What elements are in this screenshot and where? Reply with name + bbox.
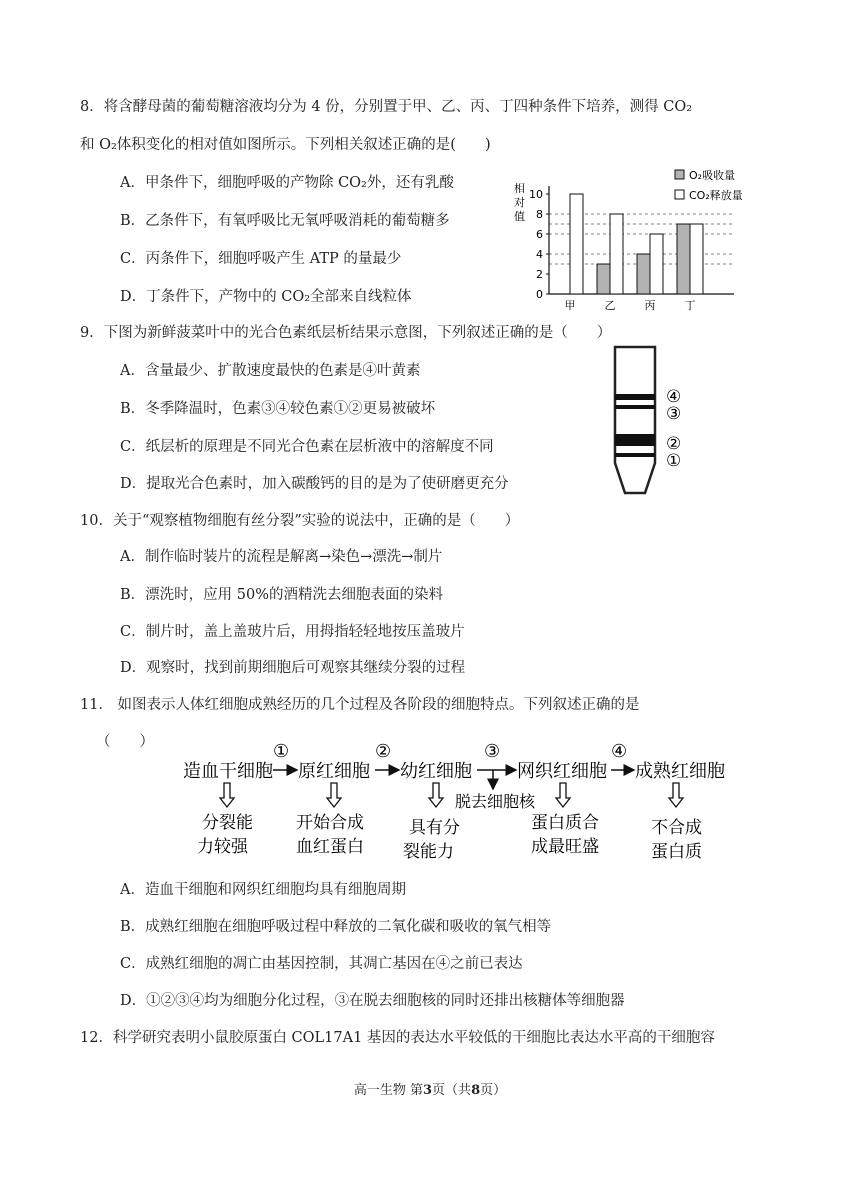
pigment-band-1 <box>615 453 655 457</box>
page-footer <box>0 1079 860 1098</box>
legend-swatch <box>675 190 684 199</box>
down-arrow-3 <box>429 783 443 807</box>
q11-option-c: C．成熟红细胞的凋亡由基因控制，其凋亡基因在④之前已表达 <box>120 956 523 972</box>
footer-suffix: 页） <box>480 1083 507 1098</box>
chart-ylabel <box>514 181 525 223</box>
feature-1-line1: 分裂能 <box>202 813 253 833</box>
chart-bar <box>610 214 623 294</box>
chromatography-strip-figure <box>600 345 710 495</box>
pigment-band-3 <box>615 405 655 409</box>
legend-label: CO₂释放量 <box>689 189 743 202</box>
q9-option-a: A．含量最少、扩散速度最快的色素是④叶黄素 <box>120 363 421 379</box>
q11-option-d: D．①②③④均为细胞分化过程，③在脱去细胞核的同时还排出核糖体等细胞器 <box>120 993 625 1009</box>
q10-stem: 10．关于“观察植物细胞有丝分裂”实验的说法中，正确的是（ ） <box>80 513 520 529</box>
step-label-1: ① <box>273 741 290 762</box>
chart-x-tick-label: 乙 <box>604 299 616 312</box>
q8-bar-chart <box>505 162 765 312</box>
pigment-band-2 <box>615 434 655 446</box>
q8-option-a: A．甲条件下，细胞呼吸的产物除 CO₂外，还有乳酸 <box>120 175 454 191</box>
chart-y-tick-label: 2 <box>536 268 543 281</box>
q10-option-d: D．观察时，找到前期细胞后可观察其继续分裂的过程 <box>120 660 466 676</box>
chart-bars <box>570 194 703 294</box>
q9-option-b: B．冬季降温时，色素③④较色素①②更易被破坏 <box>120 401 436 417</box>
q11-option-a: A．造血干细胞和网织红细胞均具有细胞周期 <box>120 882 406 898</box>
legend-label: O₂吸收量 <box>689 169 736 182</box>
q12-stem: 12．科学研究表明小鼠胶原蛋白 COL17A1 基因的表达水平较低的干细胞比表达水平高的干细胞容 <box>80 1030 715 1046</box>
chart-x-tick-label: 丁 <box>684 299 696 312</box>
q9-option-c: C．纸层析的原理是不同光合色素在层析液中的溶解度不同 <box>120 439 494 455</box>
chart-x-tick-label: 甲 <box>564 299 576 312</box>
band-label-3: ③ <box>666 404 682 424</box>
feature-5-line2: 蛋白质 <box>651 842 702 862</box>
down-arrow-1 <box>220 783 234 807</box>
chart-legend <box>675 168 743 202</box>
down-arrow-2 <box>327 783 341 807</box>
feature-1-line2: 力较强 <box>197 837 248 857</box>
pigment-band-4 <box>615 394 655 400</box>
q8-option-b: B．乙条件下，有氧呼吸比无氧呼吸消耗的葡萄糖多 <box>120 213 450 229</box>
feature-4-line2: 成最旺盛 <box>531 837 599 857</box>
q9-option-d: D．提取光合色素时，加入碳酸钙的目的是为了使研磨更充分 <box>120 476 509 492</box>
footer-prefix: 高一生物 第 <box>353 1083 423 1098</box>
chart-y-tick-label: 0 <box>536 288 543 301</box>
chart-bar <box>690 224 703 294</box>
q8-stem-line1: 8．将含酵母菌的葡萄糖溶液均分为 4 份，分别置于甲、乙、丙、丁四种条件下培养，测得 CO₂ <box>80 99 693 115</box>
cell-erythroblast: 幼红细胞 <box>400 761 472 782</box>
q8-option-c: C．丙条件下，细胞呼吸产生 ATP 的量最少 <box>120 251 402 267</box>
band-label-4: ④ <box>666 387 682 407</box>
q10-option-b: B．漂洗时，应用 50%的酒精洗去细胞表面的染料 <box>120 587 443 603</box>
chart-y-tick-label: 8 <box>536 208 543 221</box>
red-blood-cell-maturation-diagram <box>175 735 745 865</box>
chart-ylabel-char: 对 <box>514 196 525 209</box>
q9-stem: 9．下图为新鲜菠菜叶中的光合色素纸层析结果示意图，下列叙述正确的是（ ） <box>80 325 612 341</box>
chart-ylabel-char: 值 <box>514 210 525 223</box>
band-label-1: ① <box>666 451 682 471</box>
q11-answer-paren: （ ） <box>96 734 154 750</box>
chart-y-tick-label: 4 <box>536 248 543 261</box>
branch-enucleation-label: 脱去细胞核 <box>455 792 536 811</box>
q10-option-a: A．制作临时装片的流程是解离→染色→漂洗→制片 <box>120 549 443 565</box>
chart-bar <box>677 224 690 294</box>
footer-total-pages: 8 <box>471 1083 481 1098</box>
feature-4-line1: 蛋白质合 <box>531 813 599 833</box>
down-arrow-4 <box>556 783 570 807</box>
footer-middle: 页（共 <box>432 1083 472 1098</box>
q8-stem-line2: 和 O₂体积变化的相对值如图所示。下列相关叙述正确的是( ) <box>80 137 491 153</box>
step-label-4: ④ <box>611 741 628 762</box>
chart-ylabel-char: 相 <box>514 182 525 195</box>
feature-2-line1: 开始合成 <box>296 813 364 833</box>
feature-3-line1: 具有分 <box>409 818 460 838</box>
cell-hematopoietic-stem: 造血干细胞 <box>183 761 273 782</box>
legend-swatch <box>675 170 684 179</box>
chart-y-tick-label: 6 <box>536 228 543 241</box>
step-label-3: ③ <box>484 741 501 762</box>
chart-bar <box>637 254 650 294</box>
chart-bar <box>570 194 583 294</box>
band-label-2: ② <box>666 434 682 454</box>
feature-2-line2: 血红蛋白 <box>296 837 364 857</box>
q8-option-d: D．丁条件下，产物中的 CO₂全部来自线粒体 <box>120 289 412 305</box>
footer-page-number: 3 <box>423 1083 433 1098</box>
down-arrow-5 <box>669 783 683 807</box>
q11-stem: 11． 如图表示人体红细胞成熟经历的几个过程及各阶段的细胞特点。下列叙述正确的是 <box>80 697 640 713</box>
chart-bar <box>597 264 610 294</box>
filter-paper-strip <box>615 347 655 493</box>
q11-option-b: B．成熟红细胞在细胞呼吸过程中释放的二氧化碳和吸收的氧气相等 <box>120 919 552 935</box>
feature-3-line2: 裂能力 <box>403 842 454 862</box>
cell-reticulocyte: 网织红细胞 <box>517 761 607 782</box>
chart-bar <box>650 234 663 294</box>
cell-proerythroblast: 原红细胞 <box>298 761 370 782</box>
chart-x-tick-label: 丙 <box>644 299 656 312</box>
q10-option-c: C．制片时，盖上盖玻片后，用拇指轻轻地按压盖玻片 <box>120 624 465 640</box>
step-label-2: ② <box>375 741 392 762</box>
feature-5-line1: 不合成 <box>651 818 702 838</box>
chart-y-tick-label: 10 <box>529 188 543 201</box>
cell-mature-rbc: 成熟红细胞 <box>635 761 725 782</box>
